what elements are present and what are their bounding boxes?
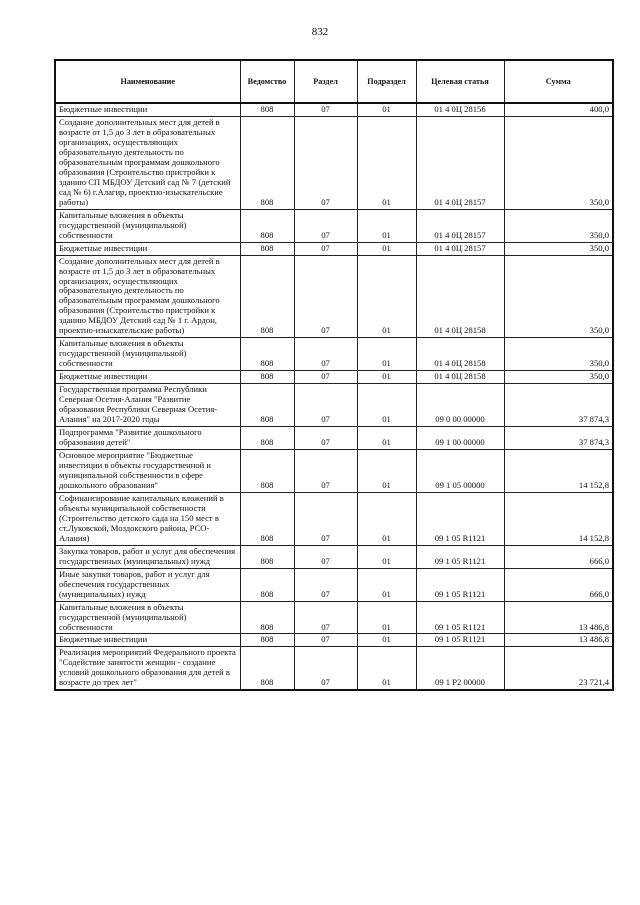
row-section: 07 (294, 634, 357, 647)
row-name: Бюджетные инвестиции (55, 242, 240, 255)
row-target-article: 09 1 05 R1121 (416, 601, 504, 634)
row-sum: 350,0 (504, 209, 613, 242)
row-name: Реализация мероприятий Федерального проекта "Содействие занятости женщин - создание условий дошкольного образования для детей в возрасте до трех лет" (55, 647, 240, 690)
row-department: 808 (240, 384, 294, 427)
row-target-article: 01 4 0Ц 28157 (416, 116, 504, 209)
row-department: 808 (240, 492, 294, 545)
row-name: Бюджетные инвестиции (55, 634, 240, 647)
row-section: 07 (294, 116, 357, 209)
row-target-article: 01 4 0Ц 28156 (416, 103, 504, 116)
row-name: Иные закупки товаров, работ и услуг для обеспечения государственных (муниципальных) нужд (55, 568, 240, 601)
table-row (55, 116, 613, 209)
row-section: 07 (294, 568, 357, 601)
row-department: 808 (240, 427, 294, 450)
row-sum: 23 721,4 (504, 647, 613, 690)
header-subsection: Подраздел (357, 60, 416, 103)
row-target-article: 09 0 00 00000 (416, 384, 504, 427)
row-subsection: 01 (357, 450, 416, 493)
row-sum: 37 874,3 (504, 384, 613, 427)
row-section: 07 (294, 427, 357, 450)
row-department: 808 (240, 601, 294, 634)
table-row (55, 545, 613, 568)
row-subsection: 01 (357, 427, 416, 450)
row-name: Закупка товаров, работ и услуг для обеспечения государственных (муниципальных) нужд (55, 545, 240, 568)
row-department: 808 (240, 634, 294, 647)
row-name: Бюджетные инвестиции (55, 103, 240, 116)
row-target-article: 01 4 0Ц 28158 (416, 371, 504, 384)
row-sum: 14 152,8 (504, 492, 613, 545)
row-sum: 350,0 (504, 255, 613, 338)
row-subsection: 01 (357, 116, 416, 209)
row-subsection: 01 (357, 601, 416, 634)
row-department: 808 (240, 338, 294, 371)
row-subsection: 01 (357, 647, 416, 690)
row-department: 808 (240, 568, 294, 601)
row-name: Подпрограмма "Развитие дошкольного образования детей" (55, 427, 240, 450)
row-section: 07 (294, 371, 357, 384)
row-target-article: 09 1 05 R1121 (416, 634, 504, 647)
row-sum: 37 874,3 (504, 427, 613, 450)
row-sum: 666,0 (504, 568, 613, 601)
row-section: 07 (294, 255, 357, 338)
row-sum: 350,0 (504, 116, 613, 209)
row-sum: 666,0 (504, 545, 613, 568)
row-name: Капитальные вложения в объекты государственной (муниципальной) собственности (55, 338, 240, 371)
row-name: Основное мероприятие "Бюджетные инвестиции в объекты государственной и муниципальной собственности в сфере дошкольного образования" (55, 450, 240, 493)
row-sum: 13 486,8 (504, 601, 613, 634)
row-subsection: 01 (357, 568, 416, 601)
table-header-row (55, 60, 613, 103)
row-target-article: 09 1 P2 00000 (416, 647, 504, 690)
row-sum: 14 152,8 (504, 450, 613, 493)
table-row (55, 384, 613, 427)
row-sum: 350,0 (504, 242, 613, 255)
row-department: 808 (240, 242, 294, 255)
row-sum: 350,0 (504, 371, 613, 384)
table-row (55, 209, 613, 242)
row-department: 808 (240, 255, 294, 338)
table-row (55, 338, 613, 371)
row-section: 07 (294, 242, 357, 255)
row-name: Государственная программа Республики Северная Осетия-Алания "Развитие образования Республики Северная Осетия-Алания" на 2017-2020 годы (55, 384, 240, 427)
row-subsection: 01 (357, 371, 416, 384)
row-department: 808 (240, 116, 294, 209)
row-name: Софинансирование капитальных вложений в объекты муниципальной собственности (Строительство детского сада на 150 мест в ст.Луковской, Моздокского района, РСО-Алания) (55, 492, 240, 545)
row-subsection: 01 (357, 492, 416, 545)
header-name: Наименование (55, 60, 240, 103)
row-section: 07 (294, 545, 357, 568)
row-section: 07 (294, 450, 357, 493)
budget-table (54, 59, 614, 691)
row-subsection: 01 (357, 103, 416, 116)
row-target-article: 01 4 0Ц 28157 (416, 209, 504, 242)
table-row (55, 371, 613, 384)
row-section: 07 (294, 103, 357, 116)
row-target-article: 09 1 05 R1121 (416, 545, 504, 568)
table-row (55, 450, 613, 493)
row-target-article: 01 4 0Ц 28158 (416, 338, 504, 371)
row-department: 808 (240, 450, 294, 493)
row-section: 07 (294, 338, 357, 371)
page-number: 832 (311, 26, 329, 38)
row-subsection: 01 (357, 338, 416, 371)
row-target-article: 09 1 05 R1121 (416, 492, 504, 545)
row-department: 808 (240, 209, 294, 242)
row-target-article: 09 1 05 R1121 (416, 568, 504, 601)
row-name: Бюджетные инвестиции (55, 371, 240, 384)
row-sum: 13 486,8 (504, 634, 613, 647)
row-section: 07 (294, 647, 357, 690)
row-department: 808 (240, 647, 294, 690)
row-target-article: 09 1 05 00000 (416, 450, 504, 493)
row-target-article: 01 4 0Ц 28157 (416, 242, 504, 255)
table-row (55, 568, 613, 601)
row-sum: 350,0 (504, 338, 613, 371)
row-sum: 400,0 (504, 103, 613, 116)
row-name: Создание дополнительных мест для детей в возрасте от 1,5 до 3 лет в образовательных организациях, осуществляющих образовательную деятельность по образовательным программам дошкольного образования (Строительство пристройки к зданию МБДОУ Детский сад № 1 г. Ардон, проектно-изыскательские работы) (55, 255, 240, 338)
row-name: Капитальные вложения в объекты государственной (муниципальной) собственности (55, 209, 240, 242)
table-row (55, 255, 613, 338)
row-name: Создание дополнительных мест для детей в возрасте от 1,5 до 3 лет в образовательных организациях, осуществляющих образовательную деятельность по образовательным программам дошкольного образования (Строительство пристройки к зданию СП МБДОУ Детский сад № 7 (детский сад № 6) г.Алагир, проектно-изыскательские работы) (55, 116, 240, 209)
row-target-article: 01 4 0Ц 28158 (416, 255, 504, 338)
table-row (55, 634, 613, 647)
row-subsection: 01 (357, 384, 416, 427)
row-section: 07 (294, 601, 357, 634)
row-target-article: 09 1 00 00000 (416, 427, 504, 450)
table-row (55, 647, 613, 690)
row-section: 07 (294, 384, 357, 427)
header-target-article: Целевая статья (416, 60, 504, 103)
table-row (55, 103, 613, 116)
header-department: Ведомство (240, 60, 294, 103)
table-row (55, 601, 613, 634)
table-row (55, 242, 613, 255)
row-department: 808 (240, 371, 294, 384)
row-department: 808 (240, 545, 294, 568)
row-section: 07 (294, 492, 357, 545)
row-subsection: 01 (357, 545, 416, 568)
table-row (55, 427, 613, 450)
row-subsection: 01 (357, 242, 416, 255)
row-subsection: 01 (357, 255, 416, 338)
header-sum: Сумма (504, 60, 613, 103)
row-subsection: 01 (357, 634, 416, 647)
row-name: Капитальные вложения в объекты государственной (муниципальной) собственности (55, 601, 240, 634)
row-department: 808 (240, 103, 294, 116)
table-row (55, 492, 613, 545)
row-subsection: 01 (357, 209, 416, 242)
row-section: 07 (294, 209, 357, 242)
header-section: Раздел (294, 60, 357, 103)
